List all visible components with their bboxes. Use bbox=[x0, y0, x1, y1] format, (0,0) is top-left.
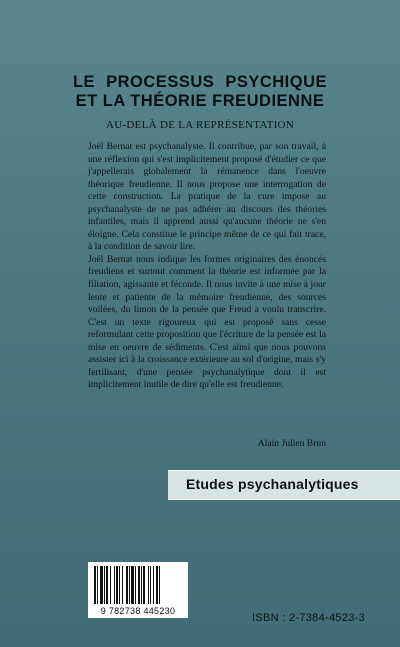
blurb bbox=[88, 141, 326, 392]
series-band bbox=[168, 470, 400, 500]
blurb-paragraph-1: Joël Bernat est psychanalyste. Il contribue, par son travail, à une réflexion qui s'est implicitement proposé d'étudier ce que j'appellerais globalement la rémanence dans l'oeuvre théorique freudienne. Il nous propose une interrogation de cette construction. La pratique de la cure impose au psychanalyste de ne pas adhérer au discours des théories infantiles, mais il apprend aussi qu'aucune théorie ne s'en éloigne. Cela constitue le principe même de ce qui fait trace, à la condition de savoir lire. bbox=[88, 141, 326, 253]
title-line-1: LE PROCESSUS PSYCHIQUE bbox=[72, 73, 328, 91]
title-line-2: ET LA THÉORIE FREUDIENNE bbox=[75, 92, 325, 110]
series-label: Etudes psychanalytiques bbox=[186, 476, 359, 492]
isbn: ISBN : 2-7384-4523-3 bbox=[252, 612, 366, 624]
barcode-number: 9 782738 445230 bbox=[100, 606, 176, 616]
barcode bbox=[88, 562, 188, 618]
blurb-paragraph-2: Joël Bernat nous indique les formes originaires des énoncés freudiens et surtout comment la théorie est informée par la filiation, agissante et féconde. Il nous invite à une mise à jour lente et patiente de la mémoire freudienne, des sources voilées, du limon de la pensée que Freud a voulu transcrire. C'est un texte rigoureux qui est proposé sans cesse reformulant cette proposition que l'écriture de la pensée est la mise en oeuvre de sédiments. C'est ainsi que nous pouvons assister ici à la croissance extérieure au sol d'origine, mais s'y fertilisant, d'une pensée psychanalytique dont il est implicitement inutile de dire qu'elle est freudienne. bbox=[88, 253, 326, 391]
barcode-icon bbox=[94, 566, 182, 606]
author-signature: Alain Julien Brun bbox=[257, 438, 326, 449]
subtitle: AU-DELÀ DE LA REPRÉSENTATION bbox=[105, 119, 295, 131]
